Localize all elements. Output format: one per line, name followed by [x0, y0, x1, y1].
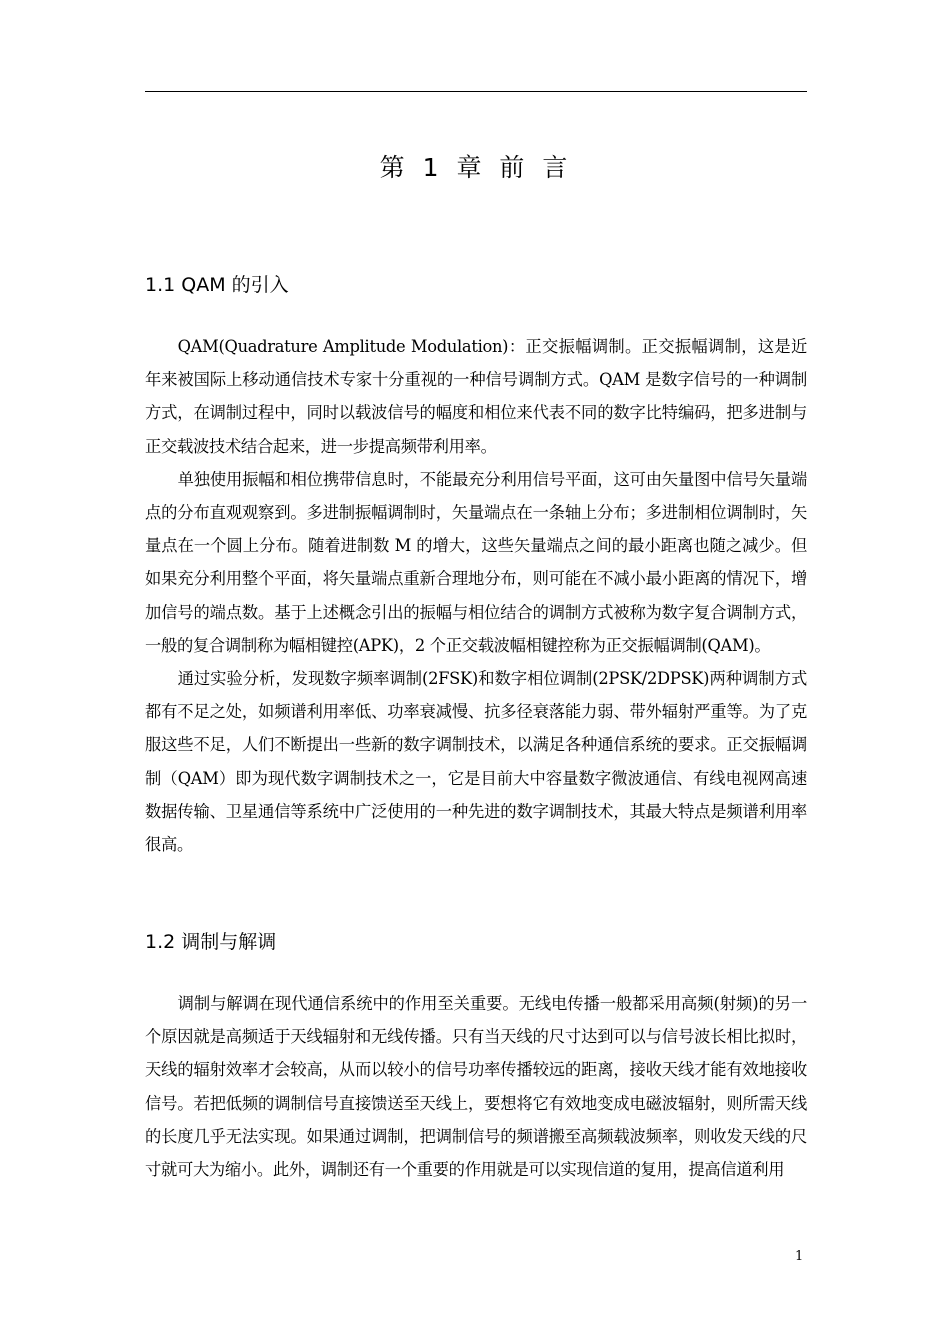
section-1-2-body [145, 987, 807, 1186]
chapter-title: 第 1 章 前 言 [379, 153, 573, 182]
paragraph-qam-definition: QAM(Quadrature Amplitude Modulation)：正交振幅调制。正交振幅调制，这是近年来被国际上移动通信技术专家十分重视的一种信号调制方式。QAM 是数字信号的一种调制方式，在调制过程中，同时以载波信号的幅度和相位来代表不同的数字比特编码，把多进制与正交载波技术结合起来，进一步提高频带利用率。 [145, 337, 807, 456]
page-number: 1 [795, 1249, 804, 1264]
paragraph-experiment-analysis: 通过实验分析，发现数字频率调制(2FSK)和数字相位调制(2PSK/2DPSK)两种调制方式都有不足之处，如频谱利用率低、功率衰减慢、抗多径衰落能力弱、带外辐射严重等。为了克服这些不足，人们不断提出一些新的数字调制技术，以满足各种通信系统的要求。正交振幅调制（QAM）即为现代数字调制技术之一，它是目前大中容量数字微波通信、有线电视网高速数据传输、卫星通信等系统中广泛使用的一种先进的数字调制技术，其最大特点是频谱利用率很高。 [145, 669, 807, 855]
paragraph-signal-plane: 单独使用振幅和相位携带信息时，不能最充分利用信号平面，这可由矢量图中信号矢量端点的分布直观观察到。多进制振幅调制时，矢量端点在一条轴上分布；多进制相位调制时，矢量点在一个圆上分布。随着进制数 M 的增大，这些矢量端点之间的最小距离也随之减少。但如果充分利用整个平面，将矢量端点重新合理地分布，则可能在不减小最小距离的情况下，增加信号的端点数。基于上述概念引出的振幅与相位结合的调制方式被称为数字复合调制方式，一般的复合调制称为幅相键控(APK)，2 个正交载波幅相键控称为正交振幅调制(QAM)。 [145, 469, 807, 655]
section-1-1-body [145, 330, 807, 861]
section-heading-1-1: 1.1 QAM 的引入 [145, 274, 289, 296]
header-rule [145, 91, 807, 92]
section-heading-1-2: 1.2 调制与解调 [145, 931, 277, 953]
paragraph-modulation-demodulation: 调制与解调在现代通信系统中的作用至关重要。无线电传播一般都采用高频(射频)的另一个原因就是高频适于天线辐射和无线传播。只有当天线的尺寸达到可以与信号波长相比拟时，天线的辐射效率才会较高，从而以较小的信号功率传播较远的距离，接收天线才能有效地接收信号。若把低频的调制信号直接馈送至天线上，要想将它有效地变成电磁波辐射，则所需天线的长度几乎无法实现。如果通过调制，把调制信号的频谱搬至高频载波频率，则收发天线的尺寸就可大为缩小。此外，调制还有一个重要的作用就是可以实现信道的复用，提高信道利用 [145, 994, 807, 1180]
